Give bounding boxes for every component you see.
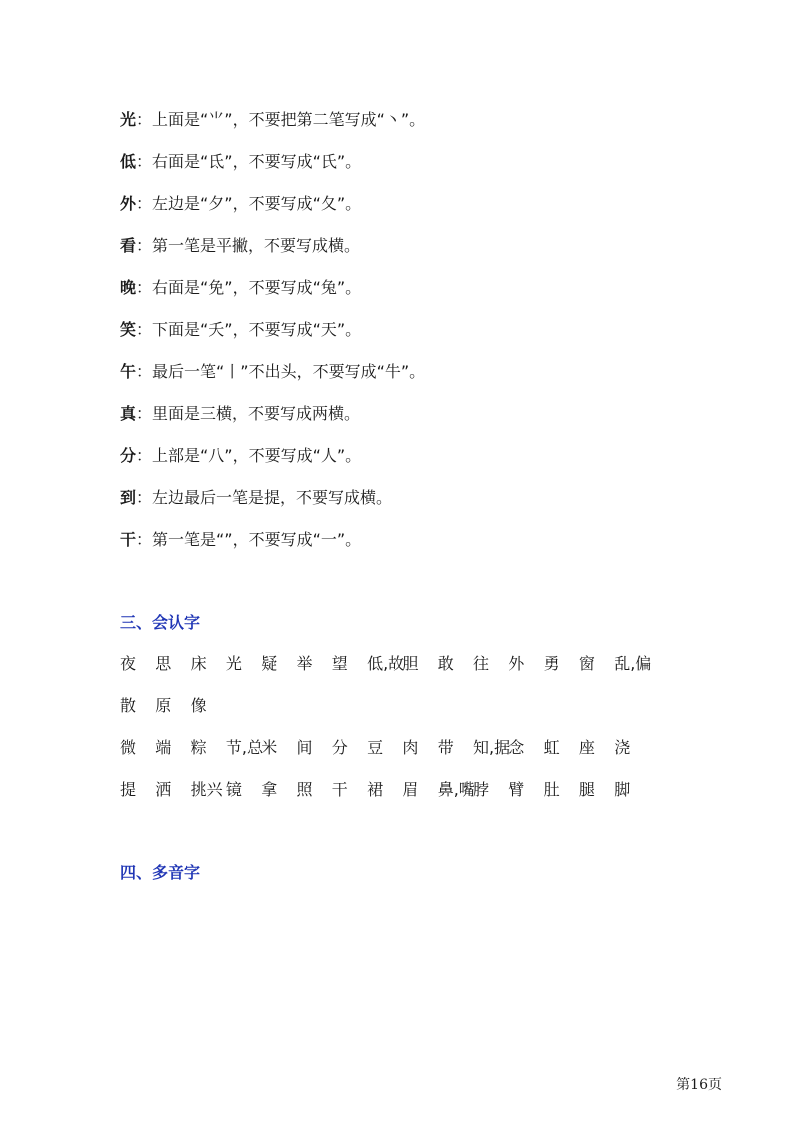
note-character: 外: [120, 194, 137, 213]
note-character: 笑: [120, 320, 137, 339]
recognize-character: 照: [296, 780, 313, 799]
recognize-character: 像: [190, 696, 207, 715]
recognize-character: 光: [225, 654, 242, 673]
note-character: 低: [120, 152, 137, 171]
note-character: 晚: [120, 278, 137, 297]
note-text: ：右面是“氐”，不要写成“氏”。: [136, 152, 362, 171]
recognize-character: 乱,偏: [614, 654, 652, 673]
character-line: [120, 776, 720, 818]
recognize-character: 洒: [155, 780, 172, 799]
note-text: ：下面是“夭”，不要写成“天”。: [136, 320, 362, 339]
recognize-character: 节,总: [225, 738, 263, 757]
character-line: [120, 692, 720, 734]
recognize-character: 米: [261, 738, 278, 757]
note-text: ：上部是“八”，不要写成“人”。: [136, 446, 362, 465]
recognize-character: 微: [120, 738, 137, 757]
note-row: [120, 190, 740, 232]
note-text: ：最后一笔“丨”不出头，不要写成“牛”。: [136, 362, 426, 381]
recognize-character: 低,故: [367, 654, 405, 673]
recognize-character: 裙: [367, 780, 384, 799]
recognize-character: 敢: [437, 654, 454, 673]
recognize-character: 臂: [508, 780, 525, 799]
note-character: 看: [120, 236, 137, 255]
recognize-character: 腿: [578, 780, 595, 799]
recognize-character: 床: [190, 654, 207, 673]
recognize-character: 原: [155, 696, 172, 715]
recognize-character: 座: [578, 738, 595, 757]
recognize-character: 提: [120, 780, 137, 799]
section-heading-polyphonic-characters: 四、多音字: [120, 863, 201, 882]
recognize-character: 思: [155, 654, 172, 673]
recognize-character: 间: [296, 738, 313, 757]
recognize-character: 镜: [225, 780, 242, 799]
recognize-character: 胆: [402, 654, 419, 673]
character-line: [120, 650, 720, 692]
recognize-character: 鼻,嘴: [437, 780, 475, 799]
note-row: [120, 484, 740, 526]
note-row: [120, 148, 740, 190]
note-row: [120, 442, 740, 484]
note-text: ：左边是“夕”，不要写成“夂”。: [136, 194, 362, 213]
note-character: 光: [120, 110, 137, 129]
recognize-character: 分: [331, 738, 348, 757]
note-text: ：第一笔是平撇，不要写成横。: [136, 236, 361, 255]
note-text: ：左边最后一笔是提，不要写成横。: [136, 488, 393, 507]
character-line: [120, 734, 720, 776]
recognize-character: 虹: [543, 738, 560, 757]
recognize-character: 肚: [543, 780, 560, 799]
note-text: ：右面是“免”，不要写成“兔”。: [136, 278, 362, 297]
note-row: [120, 358, 740, 400]
recognize-character: 念: [508, 738, 525, 757]
recognize-characters-grid: [120, 650, 720, 818]
recognize-character: 望: [331, 654, 348, 673]
recognize-character: 脚: [614, 780, 631, 799]
note-character: 到: [120, 488, 137, 507]
recognize-character: 端: [155, 738, 172, 757]
recognize-character: 疑: [261, 654, 278, 673]
note-text: ：上面是“⺌”，不要把第二笔写成“丶”。: [136, 110, 426, 129]
note-text: ：里面是三横，不要写成两横。: [136, 404, 361, 423]
note-row: [120, 316, 740, 358]
note-character: 午: [120, 362, 137, 381]
note-character: 分: [120, 446, 137, 465]
recognize-character: 勇: [543, 654, 560, 673]
note-row: [120, 526, 740, 568]
recognize-character: 外: [508, 654, 525, 673]
recognize-character: 挑兴: [190, 780, 223, 799]
note-row: [120, 232, 740, 274]
note-row: [120, 274, 740, 316]
note-row: [120, 106, 740, 148]
section-heading-recognize-characters: 三、会认字: [120, 613, 201, 632]
recognize-character: 往: [473, 654, 490, 673]
recognize-character: 粽: [190, 738, 207, 757]
note-character: 真: [120, 404, 137, 423]
recognize-character: 脖: [473, 780, 490, 799]
recognize-character: 举: [296, 654, 313, 673]
note-character: 干: [120, 530, 137, 549]
recognize-character: 知,据: [473, 738, 511, 757]
recognize-character: 干: [331, 780, 348, 799]
recognize-character: 夜: [120, 654, 137, 673]
recognize-character: 眉: [402, 780, 419, 799]
recognize-character: 窗: [578, 654, 595, 673]
recognize-character: 带: [437, 738, 454, 757]
note-row: [120, 400, 740, 442]
recognize-character: 散: [120, 696, 137, 715]
recognize-character: 拿: [261, 780, 278, 799]
stroke-notes-list: [120, 106, 740, 568]
page-number: 第16页: [676, 1077, 722, 1093]
recognize-character: 豆: [367, 738, 384, 757]
recognize-character: 肉: [402, 738, 419, 757]
note-text: ：第一笔是“”，不要写成“一”。: [136, 530, 362, 549]
recognize-character: 浇: [614, 738, 631, 757]
